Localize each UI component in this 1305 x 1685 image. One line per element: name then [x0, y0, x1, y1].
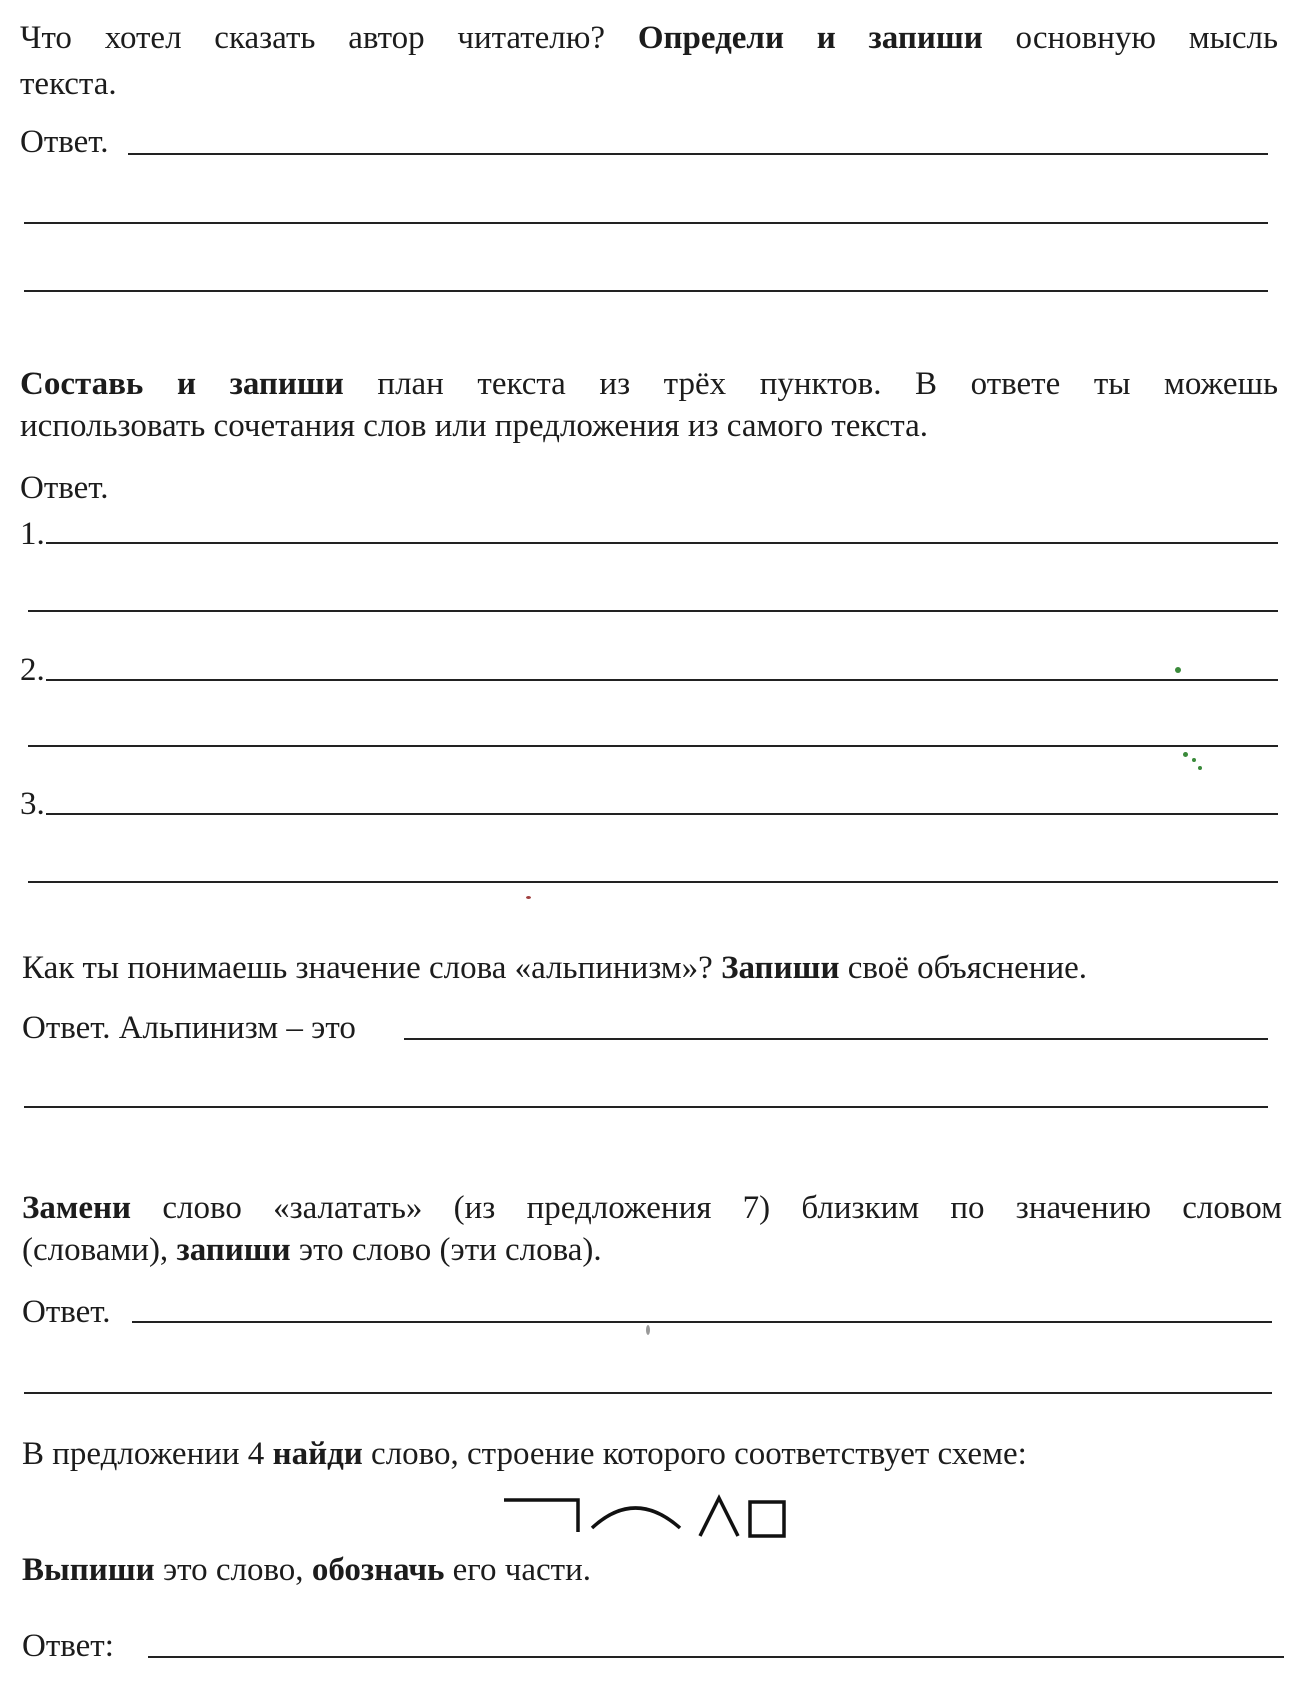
grey-speck: [646, 1325, 650, 1335]
task1-answer-line-1[interactable]: [128, 153, 1268, 155]
task2-item1-line-2[interactable]: [28, 610, 1278, 612]
task2-item3-line-1[interactable]: [46, 813, 1278, 815]
task2-item-number-3: 3.: [20, 786, 45, 822]
task4-question-line1: Замени слово «залатать» (из предложения 7) близким по значению словом: [22, 1190, 1283, 1226]
task1-answer-line-2[interactable]: [24, 222, 1268, 224]
root-arc-icon: [592, 1508, 680, 1528]
task1-answer-label: Ответ.: [20, 124, 109, 160]
task3-answer-line-1[interactable]: [404, 1038, 1268, 1040]
task4-answer-line-1[interactable]: [132, 1321, 1272, 1323]
green-ink-speck: [1198, 766, 1202, 770]
task2-question-line1: Составь и запиши план текста из трёх пунктов. В ответе ты можешь: [20, 366, 1279, 402]
task5-question: В предложении 4 найди слово, строение которого соответствует схеме:: [22, 1436, 1027, 1472]
task4-question-line2: (словами), запиши это слово (эти слова).: [22, 1232, 602, 1268]
task2-answer-label: Ответ.: [20, 470, 109, 506]
task5-answer-label: Ответ:: [22, 1628, 114, 1664]
task2-item1-line-1[interactable]: [46, 542, 1278, 544]
word-structure-scheme: [500, 1488, 810, 1548]
task5-instruction: Выпиши это слово, обозначь его части.: [22, 1552, 591, 1588]
task2-item-number-1: 1.: [20, 516, 45, 552]
green-ink-speck: [1183, 752, 1188, 757]
ending-box-icon: [750, 1502, 784, 1536]
task1-question-line1: Что хотел сказать автор читателю? Определи и запиши основную мысль: [20, 20, 1279, 56]
green-ink-speck: [1175, 667, 1181, 673]
task4-answer-line-2[interactable]: [24, 1392, 1272, 1394]
task2-item3-line-2[interactable]: [28, 881, 1278, 883]
task2-item2-line-1[interactable]: [46, 679, 1278, 681]
task2-question-line2: использовать сочетания слов или предложения из самого текста.: [20, 408, 928, 444]
task5-answer-line[interactable]: [148, 1656, 1284, 1658]
red-speck: [526, 896, 531, 899]
task3-answer-line-2[interactable]: [24, 1106, 1268, 1108]
task2-item-number-2: 2.: [20, 652, 45, 688]
suffix-caret-icon: [700, 1498, 738, 1536]
green-ink-speck: [1192, 758, 1196, 762]
task1-answer-line-3[interactable]: [24, 290, 1268, 292]
task1-question-line2: текста.: [20, 66, 117, 102]
task3-answer-label: Ответ. Альпинизм – это: [22, 1010, 356, 1046]
prefix-mark-icon: [504, 1500, 578, 1532]
task4-answer-label: Ответ.: [22, 1294, 111, 1330]
task2-item2-line-2[interactable]: [28, 745, 1278, 747]
task3-question: Как ты понимаешь значение слова «альпинизм»? Запиши своё объяснение.: [22, 950, 1088, 986]
